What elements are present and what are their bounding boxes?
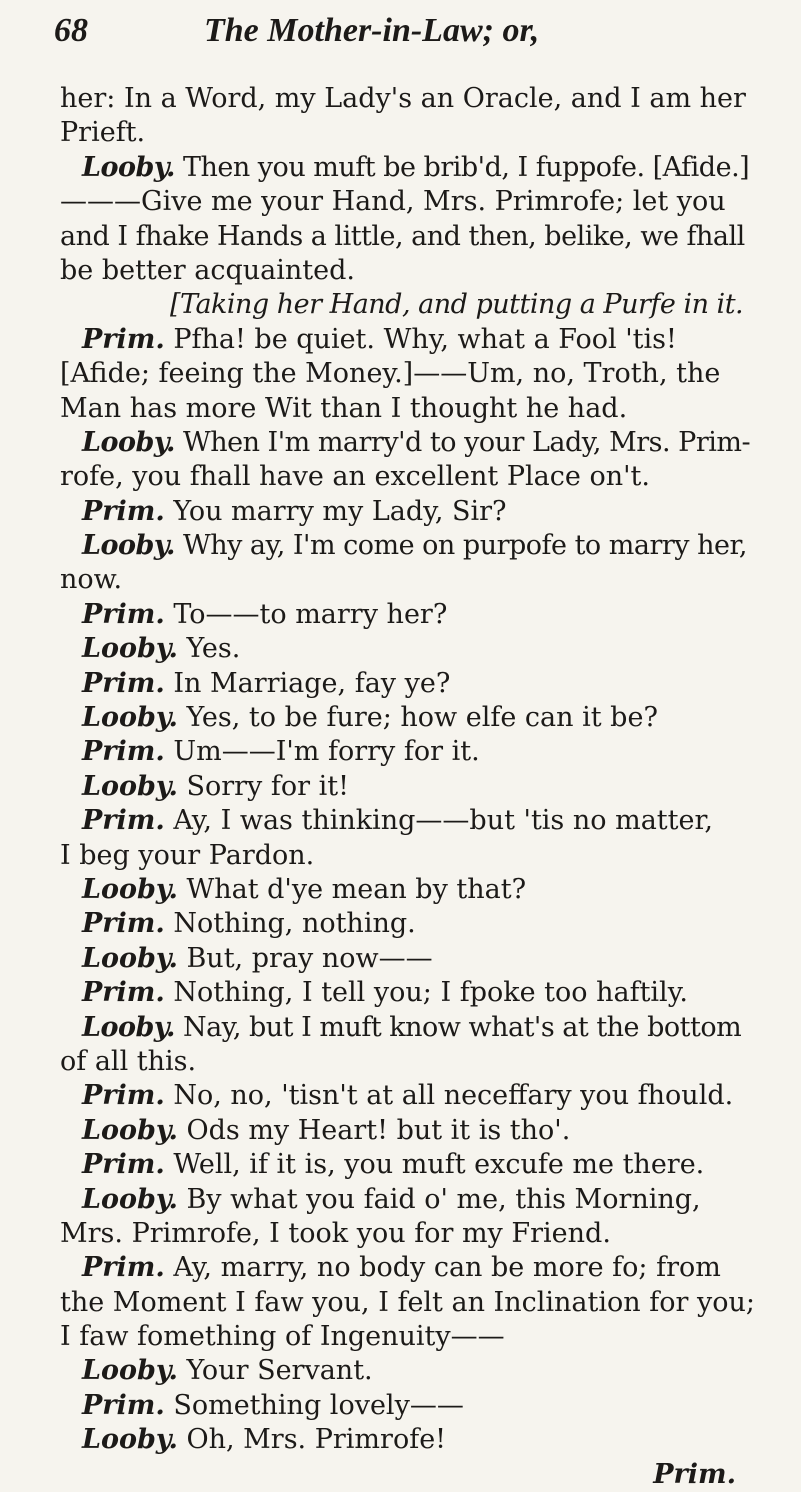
speaker-name: Looby. (82, 1183, 178, 1215)
speech-line: Looby. Sorry for it! (82, 770, 349, 802)
speaker-name: Looby. (82, 151, 175, 183)
speech-line: Prim. Nothing, I tell you; I fpoke too haftily. (82, 977, 688, 1009)
text-line: [Afide; feeing the Money.]——Um, no, Troth, the (60, 358, 721, 390)
stage-direction: [Taking her Hand, and putting a Purfe in it. (170, 289, 744, 321)
text-line: be better acquainted. (60, 254, 355, 286)
speech-line: Prim. Pfha! be quiet. Why, what a Fool 'tis! (82, 323, 677, 355)
speaker-name: Looby. (82, 633, 178, 665)
speaker-name: Prim. (82, 736, 165, 768)
catchword: Prim. (653, 1458, 736, 1490)
speech-line: Looby. Ods my Heart! but it is tho'. (82, 1114, 571, 1146)
speaker-name: Looby. (82, 426, 175, 458)
speech-line: Prim. Ay, marry, no body can be more fo; from (82, 1252, 721, 1284)
speaker-name: Looby. (82, 1114, 178, 1146)
speech-line: Looby. Why ay, I'm come on purpofe to marry her, (82, 530, 748, 562)
speech-line: Looby. Nay, but I muft know what's at the bottom (82, 1011, 742, 1043)
speech-line: Prim. Something lovely—— (82, 1389, 464, 1421)
speaker-name: Looby. (82, 942, 178, 974)
text-line: now. (60, 564, 123, 596)
speaker-name: Prim. (82, 495, 165, 527)
running-header (54, 12, 754, 60)
text-line: Mrs. Primrofe, I took you for my Friend. (60, 1217, 611, 1249)
speaker-name: Looby. (82, 530, 175, 562)
speaker-name: Prim. (82, 1252, 165, 1284)
text-line: ———Give me your Hand, Mrs. Primrofe; let you (60, 186, 726, 218)
speech-line: Prim. No, no, 'tisn't at all neceffary you fhould. (82, 1080, 734, 1112)
text-line: I beg your Pardon. (60, 839, 315, 871)
speaker-name: Looby. (82, 1424, 178, 1456)
speaker-name: Prim. (82, 977, 165, 1009)
speech-line: Prim. Well, if it is, you muft excufe me there. (82, 1149, 705, 1181)
speech-line: Looby. Then you muft be brib'd, I fuppofe. [Afide.] (82, 151, 750, 183)
speech-line: Looby. By what you faid o' me, this Morning, (82, 1183, 701, 1215)
speech-line: Looby. Oh, Mrs. Primrofe! (82, 1424, 447, 1456)
speech-line: Looby. When I'm marry'd to your Lady, Mrs. Prim- (82, 426, 751, 458)
text-line: the Moment I faw you, I felt an Inclination for you; (60, 1286, 755, 1318)
speaker-name: Looby. (82, 1011, 175, 1043)
speaker-name: Prim. (82, 1389, 165, 1421)
text-line: Prieft. (60, 117, 146, 149)
speech-line: Looby. What d'ye mean by that? (82, 873, 527, 905)
speech-line: Prim. Ay, I was thinking——but 'tis no matter, (82, 805, 713, 837)
speaker-name: Looby. (82, 873, 178, 905)
speaker-name: Prim. (82, 667, 165, 699)
speech-line: Looby. Yes. (82, 633, 241, 665)
speaker-name: Looby. (82, 1355, 178, 1387)
speech-line: Prim. You marry my Lady, Sir? (82, 495, 507, 527)
speaker-name: Prim. (82, 1080, 165, 1112)
speech-line: Prim. In Marriage, fay ye? (82, 667, 451, 699)
text-line: her: In a Word, my Lady's an Oracle, and I am her (60, 83, 746, 114)
text-line: of all this. (60, 1045, 197, 1077)
speaker-name: Prim. (82, 323, 165, 355)
text-line: I faw fomething of Ingenuity—— (60, 1321, 505, 1353)
page-number: 68 (54, 12, 88, 49)
speaker-name: Prim. (82, 598, 165, 630)
speech-line: Prim. Um——I'm forry for it. (82, 736, 480, 768)
running-title: The Mother-in-Law; or, (204, 12, 540, 49)
speaker-name: Prim. (82, 805, 165, 837)
speech-line: Prim. To——to marry her? (82, 598, 448, 630)
speaker-name: Prim. (82, 1149, 165, 1181)
speech-line: Looby. But, pray now—— (82, 942, 433, 974)
speaker-name: Prim. (82, 908, 165, 940)
speech-line: Prim. Nothing, nothing. (82, 908, 416, 940)
text-line: rofe, you fhall have an excellent Place on't. (60, 461, 650, 493)
page-body (60, 82, 760, 1492)
speaker-name: Looby. (82, 702, 178, 734)
speech-line: Looby. Your Servant. (82, 1355, 373, 1387)
speaker-name: Looby. (82, 770, 178, 802)
text-line: Man has more Wit than I thought he had. (60, 392, 628, 424)
text-line: and I fhake Hands a little, and then, belike, we fhall (60, 220, 745, 252)
speech-line: Looby. Yes, to be fure; how elfe can it be? (82, 702, 658, 734)
